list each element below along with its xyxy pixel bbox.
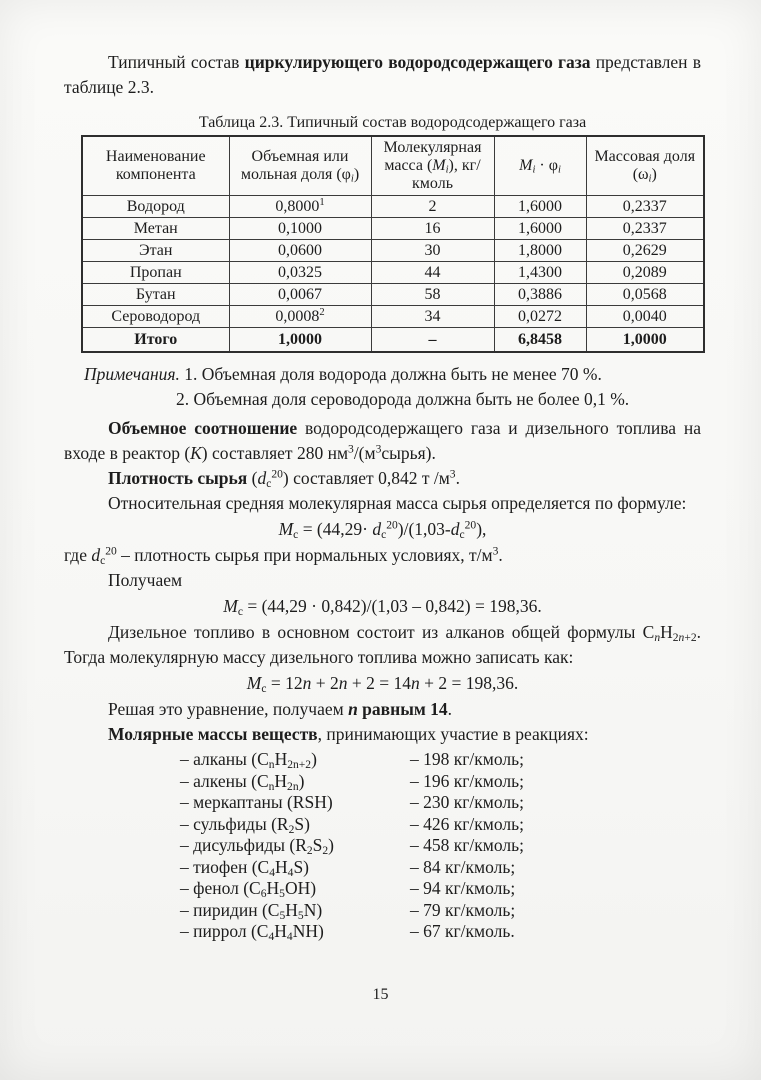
item-name: – алкены $(C_nH_{2n})$ [180,770,305,793]
table-cell: 6,8458 [494,328,586,353]
item-name: – сульфиды $(R_2S)$ [180,813,310,836]
paragraph-get: Получаем [108,570,183,590]
formula-mass-result: $M_с = (44,29 \cdot 0,842)/(1,03 - 0,842) = 198,36$. [223,596,542,618]
table-cell: 16 [371,218,494,240]
paragraph-relative-mass: Относительная средняя молекулярная масса сырья определяется по формуле: [108,493,687,513]
item-value: – 79 кг/кмоль; [410,899,516,920]
table-cell: 0,2629 [586,240,704,262]
table-cell: Пропан [82,262,229,284]
table-row-ethane [82,240,704,262]
header-cell-molecular-mass: Молекулярная масса $(M_i)$, кг/кмоль [371,136,494,196]
table-cell: 0,0008$^2$ [229,306,371,328]
table-cell: 30 [371,240,494,262]
table-cell: 0,2337 [586,196,704,218]
list-item [180,749,701,771]
item-name: – фенол $(C_6H_5OH)$ [180,878,317,900]
item-name: – алканы $(C_nH_{2n+2})$ [180,749,317,771]
table-row-total [82,328,704,353]
table-cell: 0,0067 [229,284,371,306]
list-item [180,814,701,836]
formula-alkane-equation: $M_с = 12n + 2n + 2 = 14n + 2 = 198,36$. [246,673,519,695]
table-cell: – [371,328,494,353]
table-cell: 1,8000 [494,240,586,262]
list-item [180,857,701,879]
item-value: – 198 кг/кмоль; [410,749,524,769]
table-cell: Бутан [82,284,229,306]
formula-molecular-mass: $M_с = (44,29\cdot d_с^{20})/(1,03-d_с^{20})$, [278,519,487,541]
header-cell-mi-phi: $M_i \cdot \varphi_i$ [494,136,586,196]
item-value: – 67 кг/кмоль. [410,921,515,941]
table-cell: Итого [82,328,229,353]
table-header-row [82,136,704,196]
table-cell: Этан [82,240,229,262]
notes-label: Примечания. [84,364,180,384]
table-cell: 58 [371,284,494,306]
table-cell: 2 [371,196,494,218]
table-cell: 0,2337 [586,218,704,240]
table-cell: 0,8000$^1$ [229,196,371,218]
note-text-1: 1. Объемная доля водорода должна быть не менее 70 %. [179,364,602,384]
table-cell: 34 [371,306,494,328]
list-item [180,921,701,943]
list-item [180,771,701,793]
table-cell: 0,2089 [586,262,704,284]
item-name: – пиридин $(C_5H_5N)$ [180,899,323,922]
item-name: – меркаптаны (RSH) [180,792,333,812]
table-cell: Водород [82,196,229,218]
paragraph-volume-ratio: Объемное соотношение водородсодержащего газа и дизельного топлива на входе в реактор (К) составляет 280 $нм^3/(м^3сырья)$. [64,418,702,463]
table-notes [64,362,701,412]
item-value: – 94 кг/кмоль; [410,878,516,898]
paragraph-diesel-alkanes: Дизельное топливо в основном состоит из алканов общей формулы $С_nН_{2n+2}$. Тогда молекулярную массу дизельного топлива можно записать как: [64,622,701,667]
page-content [64,50,701,943]
item-value: – 426 кг/кмоль; [410,813,524,834]
molar-mass-list [180,749,701,943]
item-value: – 458 кг/кмоль; [410,835,524,855]
table-cell: 0,0600 [229,240,371,262]
gas-composition-table [81,135,705,353]
table-cell: Метан [82,218,229,240]
table-cell: 1,6000 [494,196,586,218]
list-item [180,878,701,900]
page-number: 15 [372,986,389,1003]
list-item [180,835,701,857]
table-cell: Сероводород [82,306,229,328]
table-row-butane [82,284,704,306]
table-cell: 1,0000 [586,328,704,353]
header-cell-volume-fraction: Объемная или мольная доля $(\varphi_i)$ [229,136,371,196]
table-cell: 0,1000 [229,218,371,240]
list-item [180,792,701,814]
table-row-propane [82,262,704,284]
table-cell: 0,0040 [586,306,704,328]
table-cell: 0,3886 [494,284,586,306]
table-row-hydrogen-sulfide [82,306,704,328]
paragraph-solve-equation: Решая это уравнение, получаем n равным 14. [108,699,453,719]
item-name: – дисульфиды $(R_2S_2)$ [180,835,334,857]
table-cell: 1,6000 [494,218,586,240]
list-item [180,900,701,922]
paragraph-where-density: где $d_с^{20}$ – плотность сырья при нормальных условиях, $т/м^3$. [64,545,503,567]
note-line-1 [84,362,701,387]
table-caption: Таблица 2.3. Типичный состав водородсодержащего газа [198,114,587,131]
table-cell: 0,0568 [586,284,704,306]
table-row-hydrogen [82,196,704,218]
item-name: – тиофен $(C_4H_4S)$ [180,856,310,879]
header-cell-component: Наименование компонента [82,136,229,196]
intro-paragraph: Типичный состав циркулирующего водородсодержащего газа представлен в таблице 2.3. [64,52,701,97]
item-value: – 84 кг/кмоль; [410,856,516,877]
item-value: – 196 кг/кмоль; [410,770,524,791]
table-cell: 0,0272 [494,306,586,328]
table-cell: 44 [371,262,494,284]
table-cell: 1,0000 [229,328,371,353]
item-value: – 230 кг/кмоль; [410,792,524,812]
table-row-methane [82,218,704,240]
paragraph-density: Плотность сырья $(d_с^{20})$ составляет 0,842 т $/м^3$. [108,468,460,490]
header-cell-mass-fraction: Массовая доля $(\omega_i)$ [586,136,704,196]
table-cell: 1,4300 [494,262,586,284]
paragraph-molar-heading: Молярные массы веществ, принимающих участие в реакциях: [108,724,589,744]
note-line-2: 2. Объемная доля сероводорода должна быть не более 0,1 %. [176,389,630,409]
table-cell: 0,0325 [229,262,371,284]
item-name: – пиррол $(C_4H_4NH)$ [180,921,324,943]
